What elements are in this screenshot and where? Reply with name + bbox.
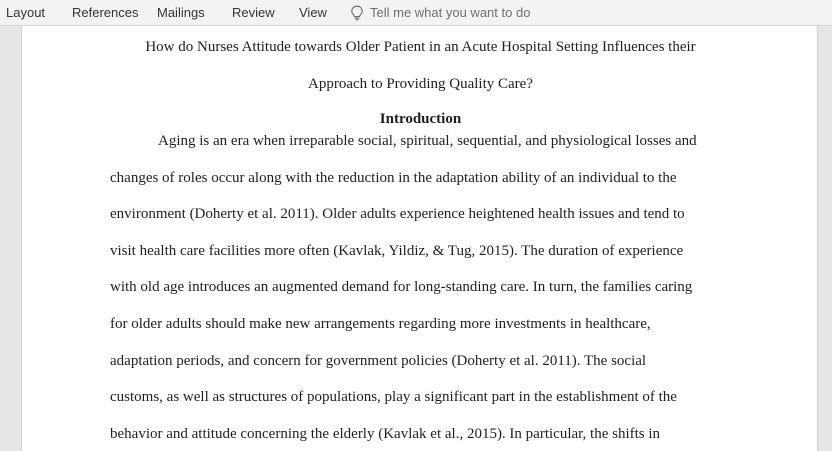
tab-layout[interactable]: Layout <box>6 5 46 20</box>
tab-review[interactable]: Review <box>232 5 275 20</box>
paragraph-line: environment (Doherty et al. 2011). Older adults experience heightened health issues and tend to <box>110 206 685 222</box>
tell-me-search[interactable] <box>350 4 530 22</box>
document-page[interactable] <box>21 26 818 451</box>
tab-mailings[interactable]: Mailings <box>157 5 205 20</box>
section-heading: Introduction <box>379 111 462 127</box>
tab-view[interactable]: View <box>299 5 327 20</box>
paragraph-line: Aging is an era when irreparable social, spiritual, sequential, and physiological losses and <box>158 133 697 149</box>
paragraph-line: customs, as well as structures of populations, play a significant part in the establishment of the <box>110 389 677 405</box>
title-line-1: How do Nurses Attitude towards Older Patient in an Acute Hospital Setting Influences their <box>145 39 696 55</box>
paragraph-line: changes of roles occur along with the reduction in the adaptation ability of an individual to the <box>110 170 677 186</box>
ribbon-tab-bar <box>0 0 832 26</box>
tab-references[interactable]: References <box>72 5 139 20</box>
paragraph-line: with old age introduces an augmented demand for long-standing care. In turn, the families caring <box>110 279 693 295</box>
tell-me-text: Tell me what you want to do <box>370 5 531 20</box>
paragraph-line: for older adults should make new arrangements regarding more investments in healthcare, <box>110 316 651 332</box>
paragraph-line: adaptation periods, and concern for government policies (Doherty et al. 2011). The social <box>110 353 647 369</box>
title-line-2: Approach to Providing Quality Care? <box>308 76 533 92</box>
paragraph-line: behavior and attitude concerning the elderly (Kavlak et al., 2015). In particular, the shifts in <box>110 426 661 442</box>
paragraph-line: visit health care facilities more often (Kavlak, Yildiz, & Tug, 2015). The duration of experience <box>110 243 684 259</box>
lightbulb-icon <box>350 5 364 21</box>
